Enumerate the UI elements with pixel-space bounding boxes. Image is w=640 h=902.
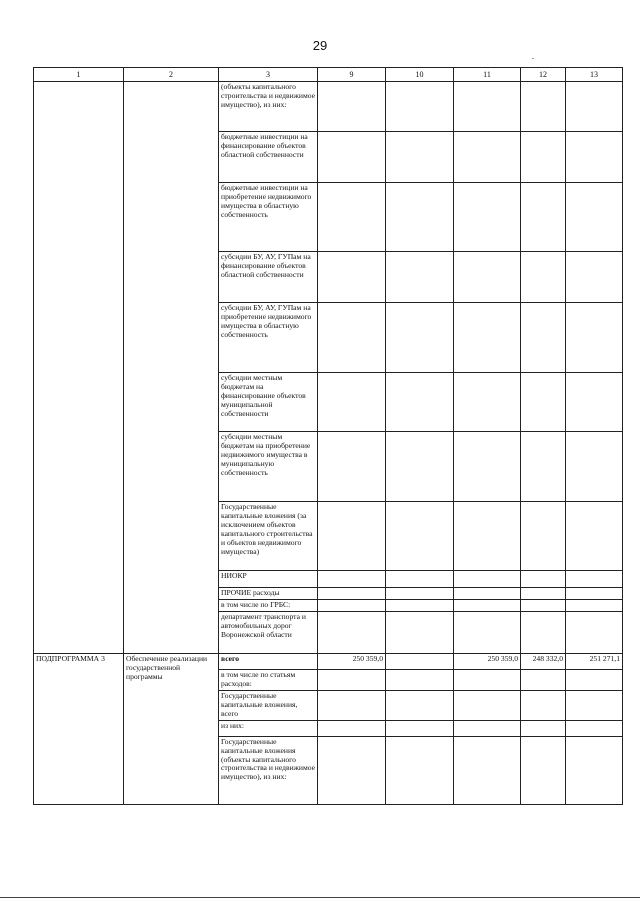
row-label: субсидии БУ, АУ, ГУПам на приобретение недвижимого имущества в областную собственность	[219, 303, 318, 373]
value-col9: 250 359,0	[318, 653, 386, 669]
header-cell: 12	[521, 68, 566, 82]
value-col12: 248 332,0	[521, 653, 566, 669]
table-row-total	[34, 653, 623, 669]
value-col10	[386, 653, 454, 669]
page-bottom-edge	[0, 897, 640, 898]
page-number: 29	[312, 38, 328, 53]
row-label: (объекты капитального строительства и недвижимое имущество), из них:	[219, 82, 318, 132]
row-label: в том числе по статьям расходов:	[219, 669, 318, 690]
header-cell: 2	[124, 68, 219, 82]
header-cell: 1	[34, 68, 124, 82]
total-label: всего	[219, 653, 318, 669]
table-row	[34, 82, 623, 132]
row-label: субсидии местным бюджетам на финансирование объектов муниципальной собственности	[219, 373, 318, 432]
row-label: Государственные капитальные вложения (объекты капитального строительства и недвижимое имущество), из них:	[219, 736, 318, 804]
row-label: ПРОЧИЕ расходы	[219, 588, 318, 600]
header-row	[34, 68, 623, 82]
row-label: из них:	[219, 720, 318, 736]
row-label: департамент транспорта и автомобильных дорог Воронежской области	[219, 611, 318, 653]
row-label: в том числе по ГРБС:	[219, 599, 318, 611]
row-label: Государственные капитальные вложения (за исключением объектов капитального строительства и объектов недвижимого имущества)	[219, 502, 318, 571]
row-label: субсидии местным бюджетам на приобретение недвижимого имущества в муниципальную собственность	[219, 432, 318, 502]
row-label: Государственные капитальные вложения, всего	[219, 690, 318, 720]
subprogram-name: Обеспечение реализации государственной программы	[124, 653, 219, 804]
header-cell: 11	[454, 68, 521, 82]
header-cell: 3	[219, 68, 318, 82]
row-label: бюджетные инвестиции на финансирование объектов областной собственности	[219, 132, 318, 183]
row-label: субсидии БУ, АУ, ГУПам на финансирование объектов областной собственности	[219, 252, 318, 303]
header-cell: 10	[386, 68, 454, 82]
row-label: бюджетные инвестиции на приобретение недвижимого имущества в областную собственность	[219, 183, 318, 252]
row-label: НИОКР	[219, 571, 318, 588]
value-col13: 251 271,1	[566, 653, 623, 669]
code-cell	[34, 82, 124, 654]
name-cell	[124, 82, 219, 654]
header-cell: 9	[318, 68, 386, 82]
value-col11: 250 359,0	[454, 653, 521, 669]
header-cell: 13	[566, 68, 623, 82]
scan-speck	[532, 58, 534, 59]
subprogram-code: ПОДПРОГРАММА 3	[34, 653, 124, 804]
budget-table	[33, 67, 623, 805]
